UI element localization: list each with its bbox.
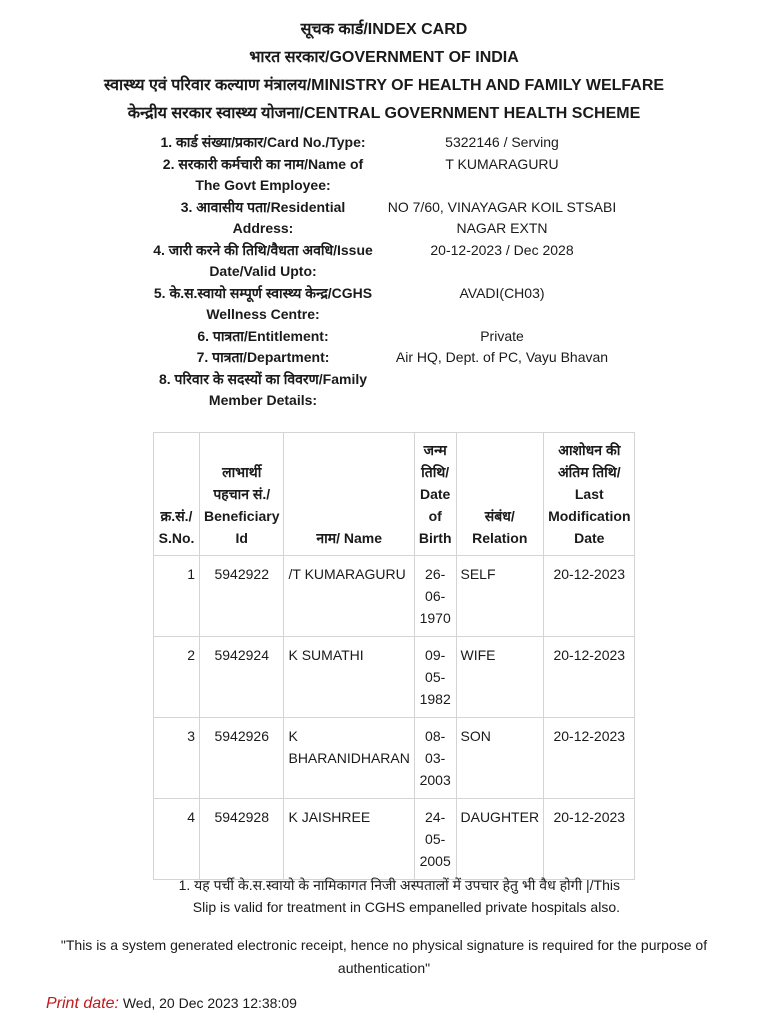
validity-note: 1. यह पर्ची के.स.स्वायो के नामिकागत निजी अस्पतालों में उपचार हेतु भी वैध होगी |/This Slip is valid for treatment in CGHS empanelled private hospitals also. (178, 877, 620, 915)
header-sno: क्र.सं./ S.No. (154, 433, 200, 556)
print-date (46, 995, 297, 1013)
employee-name-value: T KUMARAGURU (445, 155, 559, 172)
cell-dob: 26-06-1970 (414, 556, 456, 637)
department-label: 7. पात्रता/Department: (196, 349, 330, 365)
address-value: NO 7/60, VINAYAGAR KOIL STSABI NAGAR EXTN (387, 198, 617, 236)
cell-relation: SON (456, 718, 544, 799)
table-row (154, 556, 635, 637)
cell-dob: 24-05-2005 (414, 799, 456, 880)
header-name: नाम/ Name (284, 433, 414, 556)
card-number-value: 5322146 / Serving (445, 134, 559, 150)
cell-sno: 1 (154, 556, 200, 637)
cell-name: /T KUMARAGURU (284, 556, 414, 637)
cell-modification-date: 20-12-2023 (544, 556, 635, 637)
cell-sno: 4 (154, 799, 200, 880)
print-date-label: Print date: (46, 995, 119, 1012)
wellness-centre-value: AVADI(CH03) (459, 284, 545, 301)
cell-beneficiary-id: 5942924 (200, 637, 284, 718)
cell-dob: 09-05-1982 (414, 637, 456, 718)
row-issue-date (150, 240, 620, 283)
document-header (0, 16, 768, 128)
title-government: भारत सरकार/GOVERNMENT OF INDIA (249, 49, 519, 66)
address-label: 3. आवासीय पता/Residential Address: (180, 198, 346, 236)
entitlement-value: Private (480, 327, 524, 344)
header-beneficiary-id: लाभार्थी पहचान सं./ Beneficiary Id (200, 433, 284, 556)
header-dob: जन्म तिथि/ Date of Birth (414, 433, 456, 556)
employee-name-label: 2. सरकारी कर्मचारी का नाम/Name of The Govt Employee: (162, 155, 364, 193)
cell-relation: SELF (456, 556, 544, 637)
department-value: Air HQ, Dept. of PC, Vayu Bhavan (395, 349, 609, 365)
card-details (150, 132, 620, 412)
title-index-card: सूचक कार्ड/INDEX CARD (300, 21, 468, 38)
row-department (150, 347, 620, 369)
cell-modification-date: 20-12-2023 (544, 799, 635, 880)
issue-date-label: 4. जारी करने की तिथि/वैधता अवधि/Issue Date/Valid Upto: (153, 241, 373, 279)
table-row (154, 799, 635, 880)
issue-date-value: 20-12-2023 / Dec 2028 (430, 241, 574, 258)
cell-beneficiary-id: 5942922 (200, 556, 284, 637)
table-header-row (154, 433, 635, 556)
cell-name: K BHARANIDHARAN (284, 718, 414, 799)
system-generated-disclaimer: "This is a system generated electronic receipt, hence no physical signature is required for the purpose of authentication" (60, 937, 708, 976)
family-members-table (153, 432, 635, 880)
table-row (154, 637, 635, 718)
cell-beneficiary-id: 5942926 (200, 718, 284, 799)
row-wellness-centre (150, 283, 620, 326)
cell-relation: DAUGHTER (456, 799, 544, 880)
row-address (150, 197, 620, 240)
cell-name: K JAISHREE (284, 799, 414, 880)
entitlement-label: 6. पात्रता/Entitlement: (197, 327, 329, 344)
row-entitlement (150, 326, 620, 348)
row-employee-name (150, 154, 620, 197)
cell-modification-date: 20-12-2023 (544, 718, 635, 799)
header-modification-date: आशोधन की अंतिम तिथि/ Last Modification Date (544, 433, 635, 556)
print-date-value: Wed, 20 Dec 2023 12:38:09 (122, 995, 297, 1011)
cell-sno: 3 (154, 718, 200, 799)
row-family-details (150, 369, 620, 412)
card-number-label: 1. कार्ड संख्या/प्रकार/Card No./Type: (160, 134, 366, 150)
cell-name: K SUMATHI (284, 637, 414, 718)
cell-relation: WIFE (456, 637, 544, 718)
header-relation: संबंध/ Relation (456, 433, 544, 556)
cell-dob: 08-03-2003 (414, 718, 456, 799)
row-card-number (150, 132, 620, 154)
family-details-label: 8. परिवार के सदस्यों का विवरण/Family Member Details: (158, 370, 368, 408)
title-ministry: स्वास्थ्य एवं परिवार कल्याण मंत्रालय/MINISTRY OF HEALTH AND FAMILY WELFARE (103, 77, 665, 94)
cell-sno: 2 (154, 637, 200, 718)
title-scheme: केन्द्रीय सरकार स्वास्थ्य योजना/CENTRAL GOVERNMENT HEALTH SCHEME (127, 105, 641, 122)
cell-beneficiary-id: 5942928 (200, 799, 284, 880)
table-row (154, 718, 635, 799)
wellness-centre-label: 5. के.स.स्वायो सम्पूर्ण स्वास्थ्य केन्द्र/CGHS Wellness Centre: (153, 284, 373, 322)
cell-modification-date: 20-12-2023 (544, 637, 635, 718)
